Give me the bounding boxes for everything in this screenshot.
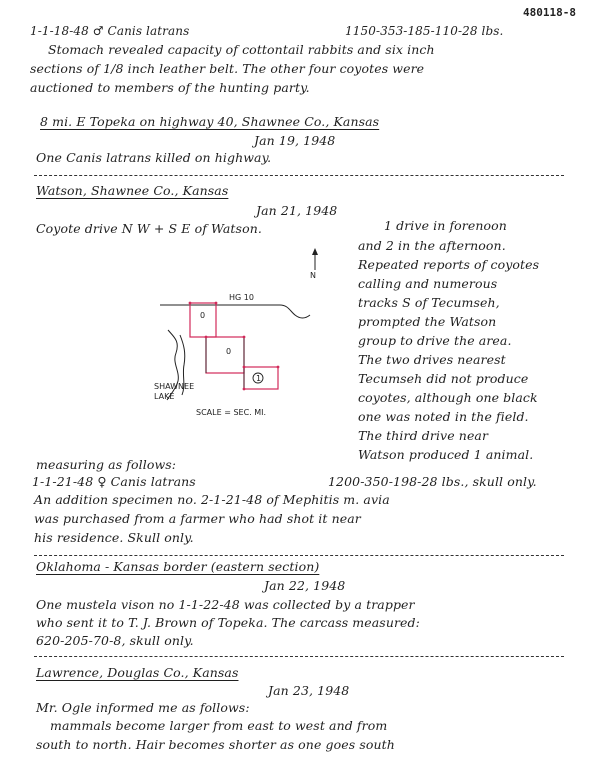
- entry-date: Jan 21, 1948: [256, 203, 338, 218]
- text-line: Stomach revealed capacity of cottontail rabbits and six inch: [48, 42, 435, 57]
- text-line: Mr. Ogle informed me as follows:: [36, 700, 250, 715]
- text-line: One Canis latrans killed on highway.: [36, 150, 272, 165]
- divider: [34, 175, 564, 176]
- text-line: Repeated reports of coyotes: [358, 257, 540, 272]
- text-line: Tecumseh did not produce: [358, 371, 529, 386]
- text-line: was purchased from a farmer who had shot it near: [34, 511, 361, 526]
- text-line: one was noted in the field.: [358, 409, 529, 424]
- text-line: tracks S of Tecumseh,: [358, 295, 500, 310]
- entry-date: Jan 19, 1948: [254, 133, 336, 148]
- text-line: group to drive the area.: [358, 333, 512, 348]
- entry-date: Jan 22, 1948: [264, 578, 346, 593]
- locality-heading: Lawrence, Douglas Co., Kansas: [36, 665, 239, 680]
- text-line: auctioned to members of the hunting party.: [30, 80, 310, 95]
- text-line: mammals become larger from east to west and from: [50, 718, 388, 733]
- text-line: prompted the Watson: [358, 314, 497, 329]
- locality-heading: 8 mi. E Topeka on highway 40, Shawnee Co., Kansas: [40, 114, 380, 129]
- map-scale-label: SCALE = SEC. MI.: [196, 408, 267, 417]
- specimen-line: 1-1-18-48 ♂ Canis latrans: [30, 24, 190, 38]
- specimen-measurements: 1150-353-185-110-28 lbs.: [345, 24, 504, 38]
- text-line: One mustela vison no 1-1-22-48 was collected by a trapper: [36, 597, 415, 612]
- text-line: 620-205-70-8, skull only.: [36, 633, 194, 648]
- map-north-label: N: [310, 271, 316, 280]
- specimen-measurements: 1200-350-198-28 lbs., skull only.: [328, 474, 537, 489]
- drive-area-1: [190, 303, 216, 337]
- map-drive-label: 0: [226, 347, 232, 356]
- text-line: sections of 1/8 inch leather belt. The other four coyotes were: [30, 61, 425, 76]
- text-line: and 2 in the afternoon.: [358, 238, 506, 253]
- text-line: The third drive near: [358, 428, 489, 443]
- entry-date: Jan 23, 1948: [268, 683, 350, 698]
- map-drive-label: 1: [256, 374, 262, 383]
- text-line: Coyote drive N W + S E of Watson.: [36, 221, 262, 236]
- document-id: 480118-8: [523, 6, 576, 19]
- text-line: south to north. Hair becomes shorter as one goes south: [36, 737, 395, 752]
- text-line: coyotes, although one black: [358, 390, 538, 405]
- text-line: his residence. Skull only.: [34, 530, 194, 545]
- drive-area-2: [206, 337, 244, 373]
- text-line: An addition specimen no. 2-1-21-48 of Mephitis m. avia: [34, 492, 390, 507]
- specimen-line: 1-1-21-48 ♀ Canis latrans: [32, 474, 196, 489]
- divider: [34, 656, 564, 657]
- text-line: calling and numerous: [358, 276, 498, 291]
- map-highway-label: HG 10: [229, 293, 254, 302]
- text-line: measuring as follows:: [36, 457, 177, 472]
- map-lake-label: SHAWNEE LAKE: [154, 382, 195, 401]
- text-line: who sent it to T. J. Brown of Topeka. The carcass measured:: [36, 615, 420, 630]
- text-line: Watson produced 1 animal.: [358, 447, 534, 462]
- divider: [34, 555, 564, 556]
- text-line: The two drives nearest: [358, 352, 506, 367]
- map-drive-label: 0: [200, 311, 206, 320]
- locality-heading: Oklahoma - Kansas border (eastern section): [36, 559, 320, 574]
- highway-line: [160, 305, 310, 318]
- locality-heading: Watson, Shawnee Co., Kansas: [36, 183, 229, 198]
- text-line: 1 drive in forenoon: [384, 218, 507, 233]
